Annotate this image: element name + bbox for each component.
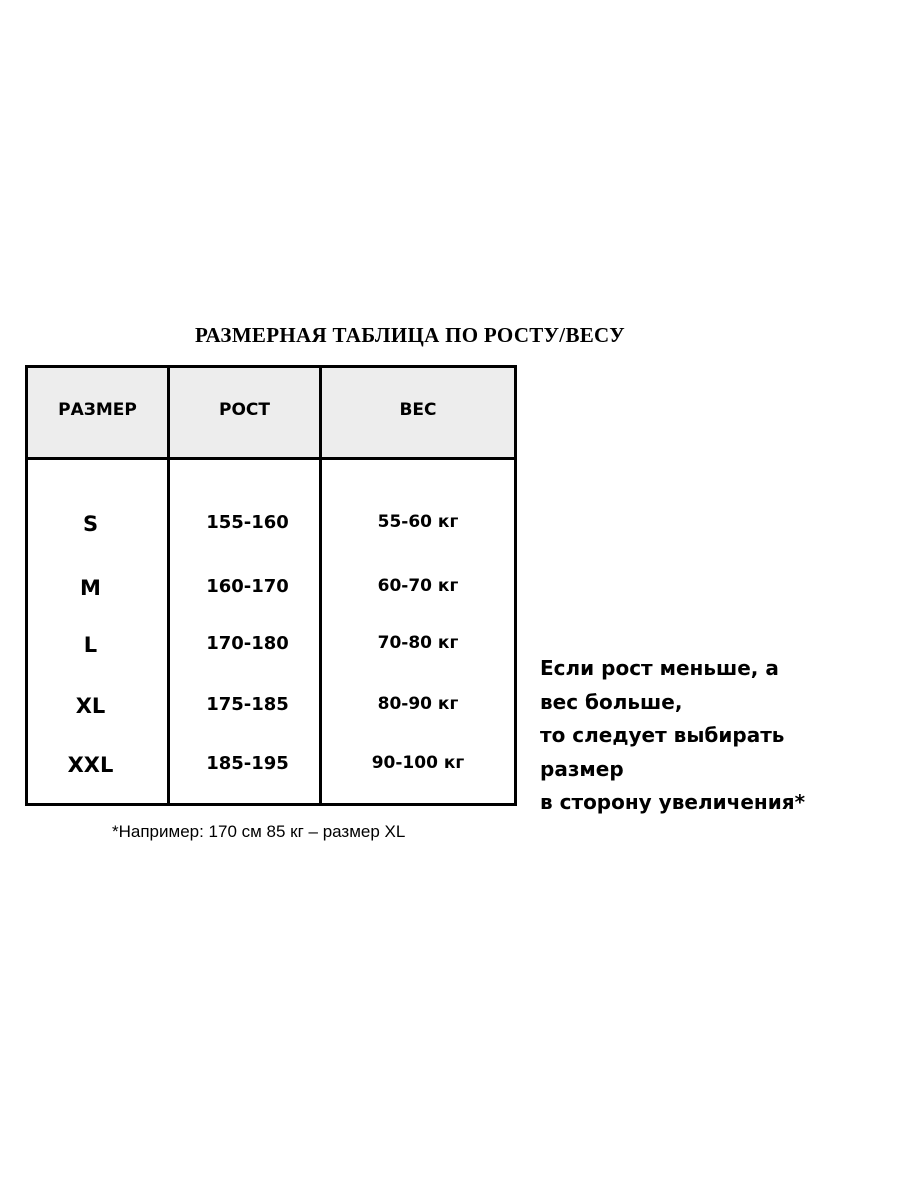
sizing-advice-note [540, 652, 890, 820]
note-line: Если рост меньше, а [540, 656, 779, 680]
header-weight: ВЕС [399, 400, 437, 420]
size-cell: M [80, 576, 101, 600]
height-cell: 170-180 [206, 633, 289, 654]
note-line: в сторону увеличения* [540, 790, 806, 814]
height-cell: 160-170 [206, 576, 289, 597]
height-cell: 175-185 [206, 694, 289, 715]
weight-cell: 70-80 кг [377, 633, 459, 653]
note-line: размер [540, 756, 624, 781]
weight-cell: 55-60 кг [377, 512, 459, 532]
size-cell: XL [75, 694, 106, 718]
page-title: РАЗМЕРНАЯ ТАБЛИЦА ПО РОСТУ/ВЕСУ [195, 323, 625, 347]
weight-cell: 60-70 кг [377, 576, 459, 596]
height-cell: 155-160 [206, 512, 289, 533]
footnote: *Например: 170 см 85 кг – размер XL [112, 822, 406, 841]
header-height: РОСТ [219, 400, 270, 420]
table-header-row [28, 368, 514, 460]
header-size: РАЗМЕР [58, 400, 137, 420]
note-line: вес больше, [540, 689, 683, 714]
size-table [25, 365, 517, 806]
note-line: то следует выбирать [540, 723, 785, 747]
size-cell: S [82, 512, 99, 536]
weight-cell: 90-100 кг [371, 753, 465, 773]
size-cell: XXL [67, 753, 114, 777]
height-cell: 185-195 [206, 753, 289, 774]
weight-cell: 80-90 кг [377, 694, 459, 714]
size-cell: L [83, 633, 98, 657]
